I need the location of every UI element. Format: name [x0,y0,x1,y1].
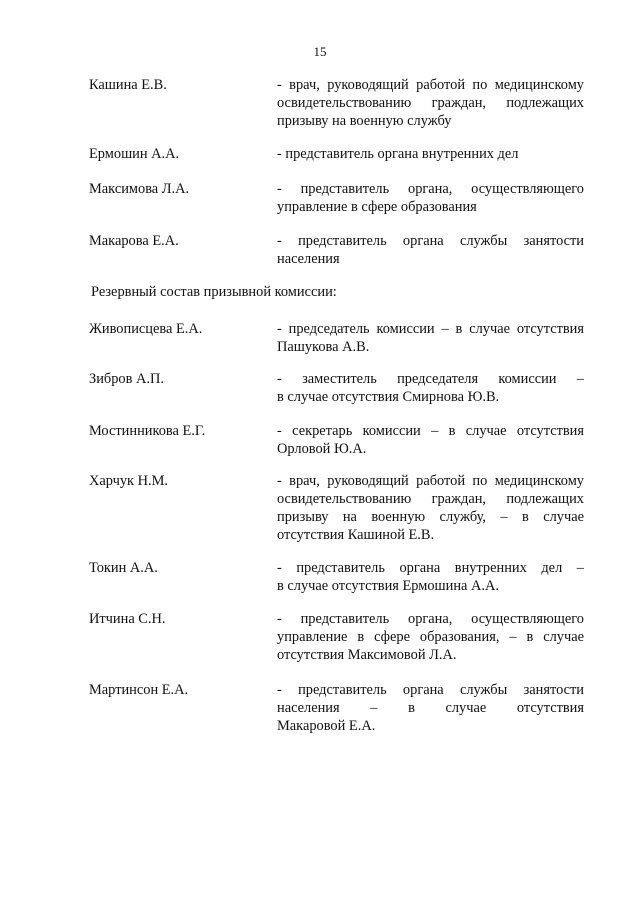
member-role [277,320,584,356]
role-line: - представитель органа внутренних дел [277,146,519,162]
role-line: - представитель органа, осуществляющего [277,611,584,627]
role-line: - представитель органа службы занятости [277,682,584,698]
role-line: в случае отсутствия Смирнова Ю.В. [277,389,500,405]
role-line: отсутствия Кашиной Е.В. [277,527,435,543]
role-line: управление в сфере образования [277,199,477,215]
member-role [277,232,584,268]
page-number: 15 [313,44,327,59]
role-line: Макаровой Е.А. [277,718,376,734]
member-name: Токин А.А. [89,560,158,576]
member-name: Зибров А.П. [89,371,164,387]
member-role [277,370,584,406]
member-role [277,422,584,458]
member-name: Мостинникова Е.Г. [89,423,206,439]
role-line: освидетельствованию граждан, подлежащих [277,95,584,111]
role-line: управление в сфере образования, – в случае [277,629,584,645]
member-name: Итчина С.Н. [89,611,166,627]
role-line: - врач, руководящий работой по медицинскому [277,77,584,93]
member-name: Ермошин А.А. [89,146,180,162]
member-name: Максимова Л.А. [89,181,190,197]
role-line: - представитель органа, осуществляющего [277,181,584,197]
role-line: освидетельствованию граждан, подлежащих [277,491,584,507]
member-role [277,180,584,216]
role-line: Пашукова А.В. [277,339,370,355]
member-name: Живописцева Е.А. [89,321,203,337]
member-role [277,681,584,735]
role-line: в случае отсутствия Ермошина А.А. [277,578,500,594]
member-name: Кашина Е.В. [89,77,167,93]
role-line: населения – в случае отсутствия [277,700,584,716]
role-line: - заместитель председателя комиссии – [277,371,584,387]
role-line: - представитель органа внутренних дел – [277,560,584,576]
reserve-section-title: Резервный состав призывной комиссии: [91,284,337,300]
role-line: отсутствия Максимовой Л.А. [277,647,457,663]
role-line: населения [277,251,340,267]
member-name: Макарова Е.А. [89,233,179,249]
member-role [277,472,584,544]
role-line: призыву на военную службу, – в случае [277,509,584,525]
role-line: - представитель органа службы занятости [277,233,584,249]
role-line: призыву на военную службу [277,113,452,129]
member-role [277,145,584,163]
role-line: - секретарь комиссии – в случае отсутствия [277,423,584,439]
role-line: - председатель комиссии – в случае отсутствия [277,321,584,337]
member-role [277,559,584,595]
role-line: - врач, руководящий работой по медицинскому [277,473,584,489]
member-role [277,610,584,664]
member-role [277,76,584,130]
member-name: Мартинсон Е.А. [89,682,189,698]
role-line: Орловой Ю.А. [277,441,367,457]
member-name: Харчук Н.М. [89,473,169,489]
